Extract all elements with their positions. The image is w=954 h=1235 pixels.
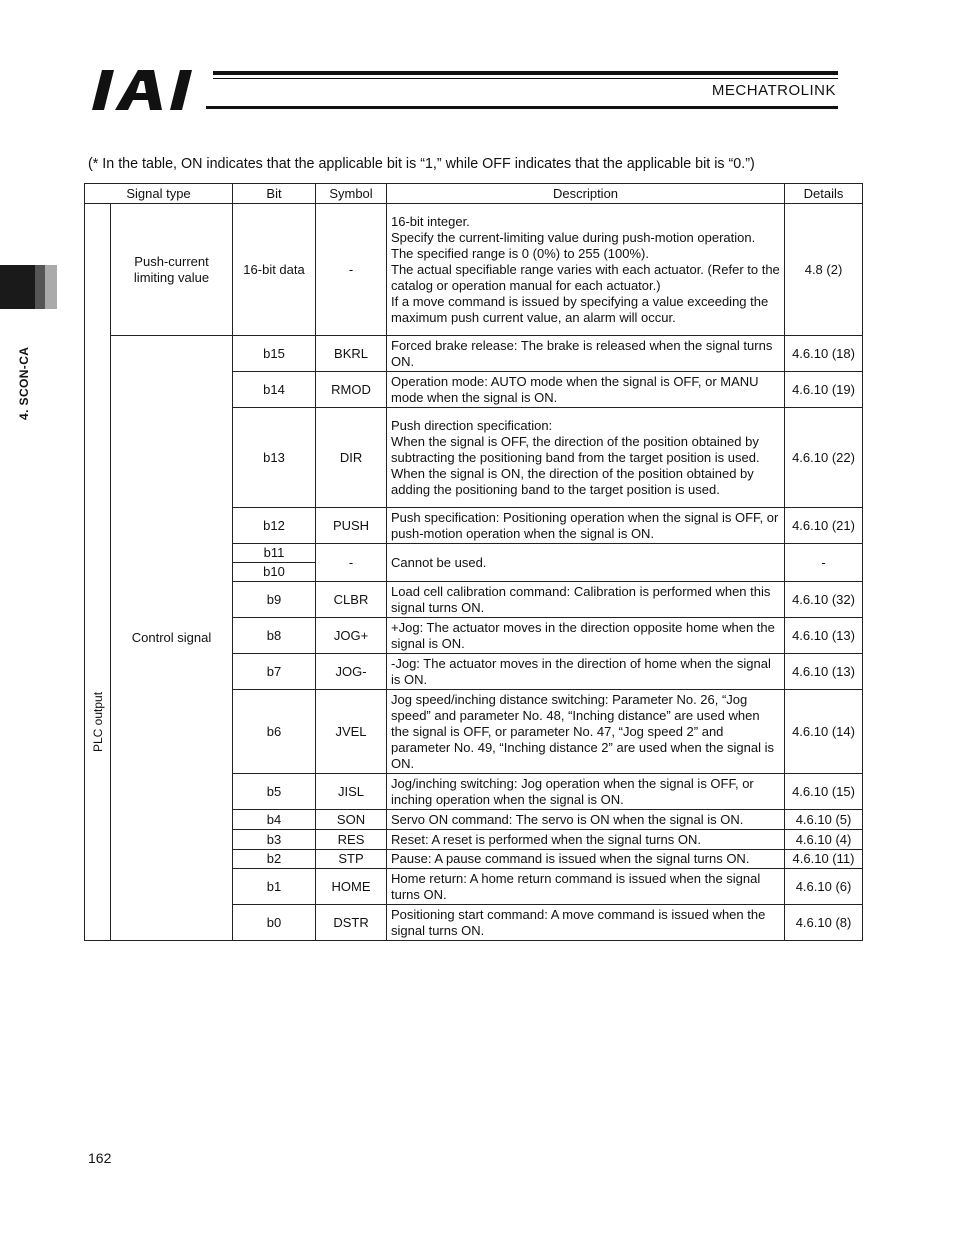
bit-cell: b3 bbox=[233, 830, 316, 850]
group-label: PLC output bbox=[90, 691, 105, 753]
side-tab-marker bbox=[0, 265, 35, 309]
table-note: (* In the table, ON indicates that the applicable bit is “1,” while OFF indicates that the applicable bit is “0.”) bbox=[88, 156, 755, 172]
description-cell: Jog speed/inching distance switching: Parameter No. 26, “Jog speed” and parameter No. 48, “Inching distance” are used when the signal is OFF, or parameter No. 47, “Jog speed 2” and parameter No. 49, “Inching distance 2” are used when the signal is ON. bbox=[387, 690, 785, 774]
details-cell: 4.6.10 (32) bbox=[785, 582, 863, 618]
description-cell: Load cell calibration command: Calibration is performed when this signal turns ON. bbox=[387, 582, 785, 618]
group-cell bbox=[85, 204, 111, 941]
details-cell: 4.6.10 (14) bbox=[785, 690, 863, 774]
header-bit: Bit bbox=[233, 184, 316, 204]
symbol-cell: JOG- bbox=[316, 654, 387, 690]
description-cell: Home return: A home return command is issued when the signal turns ON. bbox=[387, 869, 785, 905]
description-cell: Cannot be used. bbox=[387, 544, 785, 582]
description-cell: Positioning start command: A move command is issued when the signal turns ON. bbox=[387, 905, 785, 941]
details-cell: 4.6.10 (19) bbox=[785, 372, 863, 408]
details-cell: 4.6.10 (22) bbox=[785, 408, 863, 508]
signal-type-cell: Control signal bbox=[111, 336, 233, 941]
bit-cell: b13 bbox=[233, 408, 316, 508]
table-header-row bbox=[85, 184, 863, 204]
symbol-cell: BKRL bbox=[316, 336, 387, 372]
details-cell: 4.6.10 (13) bbox=[785, 618, 863, 654]
header-symbol: Symbol bbox=[316, 184, 387, 204]
details-cell: 4.6.10 (4) bbox=[785, 830, 863, 850]
bit-cell: b12 bbox=[233, 508, 316, 544]
bit-cell: b0 bbox=[233, 905, 316, 941]
page-number: 162 bbox=[88, 1150, 112, 1166]
details-cell: - bbox=[785, 544, 863, 582]
table-row bbox=[85, 336, 863, 372]
description-cell: -Jog: The actuator moves in the direction of home when the signal is ON. bbox=[387, 654, 785, 690]
signal-type-cell: Push-current limiting value bbox=[111, 204, 233, 336]
symbol-cell: JVEL bbox=[316, 690, 387, 774]
header-rule-top bbox=[213, 71, 838, 75]
chapter-label: 4. SCON-CA bbox=[17, 346, 31, 420]
symbol-cell: JOG+ bbox=[316, 618, 387, 654]
bit-cell: b5 bbox=[233, 774, 316, 810]
bit-cell: b10 bbox=[233, 563, 316, 582]
symbol-cell: CLBR bbox=[316, 582, 387, 618]
details-cell: 4.6.10 (15) bbox=[785, 774, 863, 810]
bit-cell: 16-bit data bbox=[233, 204, 316, 336]
details-cell: 4.6.10 (13) bbox=[785, 654, 863, 690]
description-cell: Jog/inching switching: Jog operation when the signal is OFF, or inching operation when the signal is ON. bbox=[387, 774, 785, 810]
details-cell: 4.6.10 (5) bbox=[785, 810, 863, 830]
table-row bbox=[85, 204, 863, 336]
symbol-cell: - bbox=[316, 544, 387, 582]
description-cell: +Jog: The actuator moves in the direction opposite home when the signal is ON. bbox=[387, 618, 785, 654]
description-cell: Reset: A reset is performed when the signal turns ON. bbox=[387, 830, 785, 850]
symbol-cell: DSTR bbox=[316, 905, 387, 941]
header-description: Description bbox=[387, 184, 785, 204]
side-tab-marker-mid bbox=[35, 265, 45, 309]
details-cell: 4.6.10 (11) bbox=[785, 850, 863, 869]
description-cell: Operation mode: AUTO mode when the signal is OFF, or MANU mode when the signal is ON. bbox=[387, 372, 785, 408]
header-rule-bottom bbox=[206, 106, 838, 109]
bit-cell: b6 bbox=[233, 690, 316, 774]
symbol-cell: SON bbox=[316, 810, 387, 830]
description-cell: Push specification: Positioning operation when the signal is OFF, or push-motion operation when the signal is ON. bbox=[387, 508, 785, 544]
symbol-cell: PUSH bbox=[316, 508, 387, 544]
description-cell: Forced brake release: The brake is released when the signal turns ON. bbox=[387, 336, 785, 372]
bit-cell: b11 bbox=[233, 544, 316, 563]
symbol-cell: RES bbox=[316, 830, 387, 850]
symbol-cell: STP bbox=[316, 850, 387, 869]
bit-cell: b2 bbox=[233, 850, 316, 869]
bit-cell: b1 bbox=[233, 869, 316, 905]
symbol-cell: HOME bbox=[316, 869, 387, 905]
details-cell: 4.8 (2) bbox=[785, 204, 863, 336]
details-cell: 4.6.10 (6) bbox=[785, 869, 863, 905]
description-cell: Push direction specification: When the signal is OFF, the direction of the position obtained by subtracting the positioning band from the target position is used. When the signal is ON, the direction of the position obtained by adding the positioning band to the target position is used. bbox=[387, 408, 785, 508]
bit-cell: b7 bbox=[233, 654, 316, 690]
iai-logo bbox=[92, 70, 204, 110]
symbol-cell: RMOD bbox=[316, 372, 387, 408]
details-cell: 4.6.10 (21) bbox=[785, 508, 863, 544]
symbol-cell: - bbox=[316, 204, 387, 336]
bit-cell: b9 bbox=[233, 582, 316, 618]
header-signal-type: Signal type bbox=[85, 184, 233, 204]
description-cell: 16-bit integer. Specify the current-limiting value during push-motion operation. The specified range is 0 (0%) to 255 (100%). The actual specifiable range varies with each actuator. (Refer to the catalog or operation manual for each actuator.) If a move command is issued by specifying a value exceeding the maximum push current value, an alarm will occur. bbox=[387, 204, 785, 336]
details-cell: 4.6.10 (8) bbox=[785, 905, 863, 941]
bit-cell: b14 bbox=[233, 372, 316, 408]
bit-cell: b15 bbox=[233, 336, 316, 372]
plc-output-signal-table bbox=[84, 183, 863, 941]
header-rule-top-thin bbox=[213, 78, 838, 79]
bit-cell: b8 bbox=[233, 618, 316, 654]
symbol-cell: DIR bbox=[316, 408, 387, 508]
details-cell: 4.6.10 (18) bbox=[785, 336, 863, 372]
bit-cell: b4 bbox=[233, 810, 316, 830]
header-details: Details bbox=[785, 184, 863, 204]
product-name: MECHATROLINK bbox=[711, 82, 836, 99]
symbol-cell: JISL bbox=[316, 774, 387, 810]
side-tab-marker-light bbox=[45, 265, 57, 309]
description-cell: Servo ON command: The servo is ON when the signal is ON. bbox=[387, 810, 785, 830]
description-cell: Pause: A pause command is issued when the signal turns ON. bbox=[387, 850, 785, 869]
